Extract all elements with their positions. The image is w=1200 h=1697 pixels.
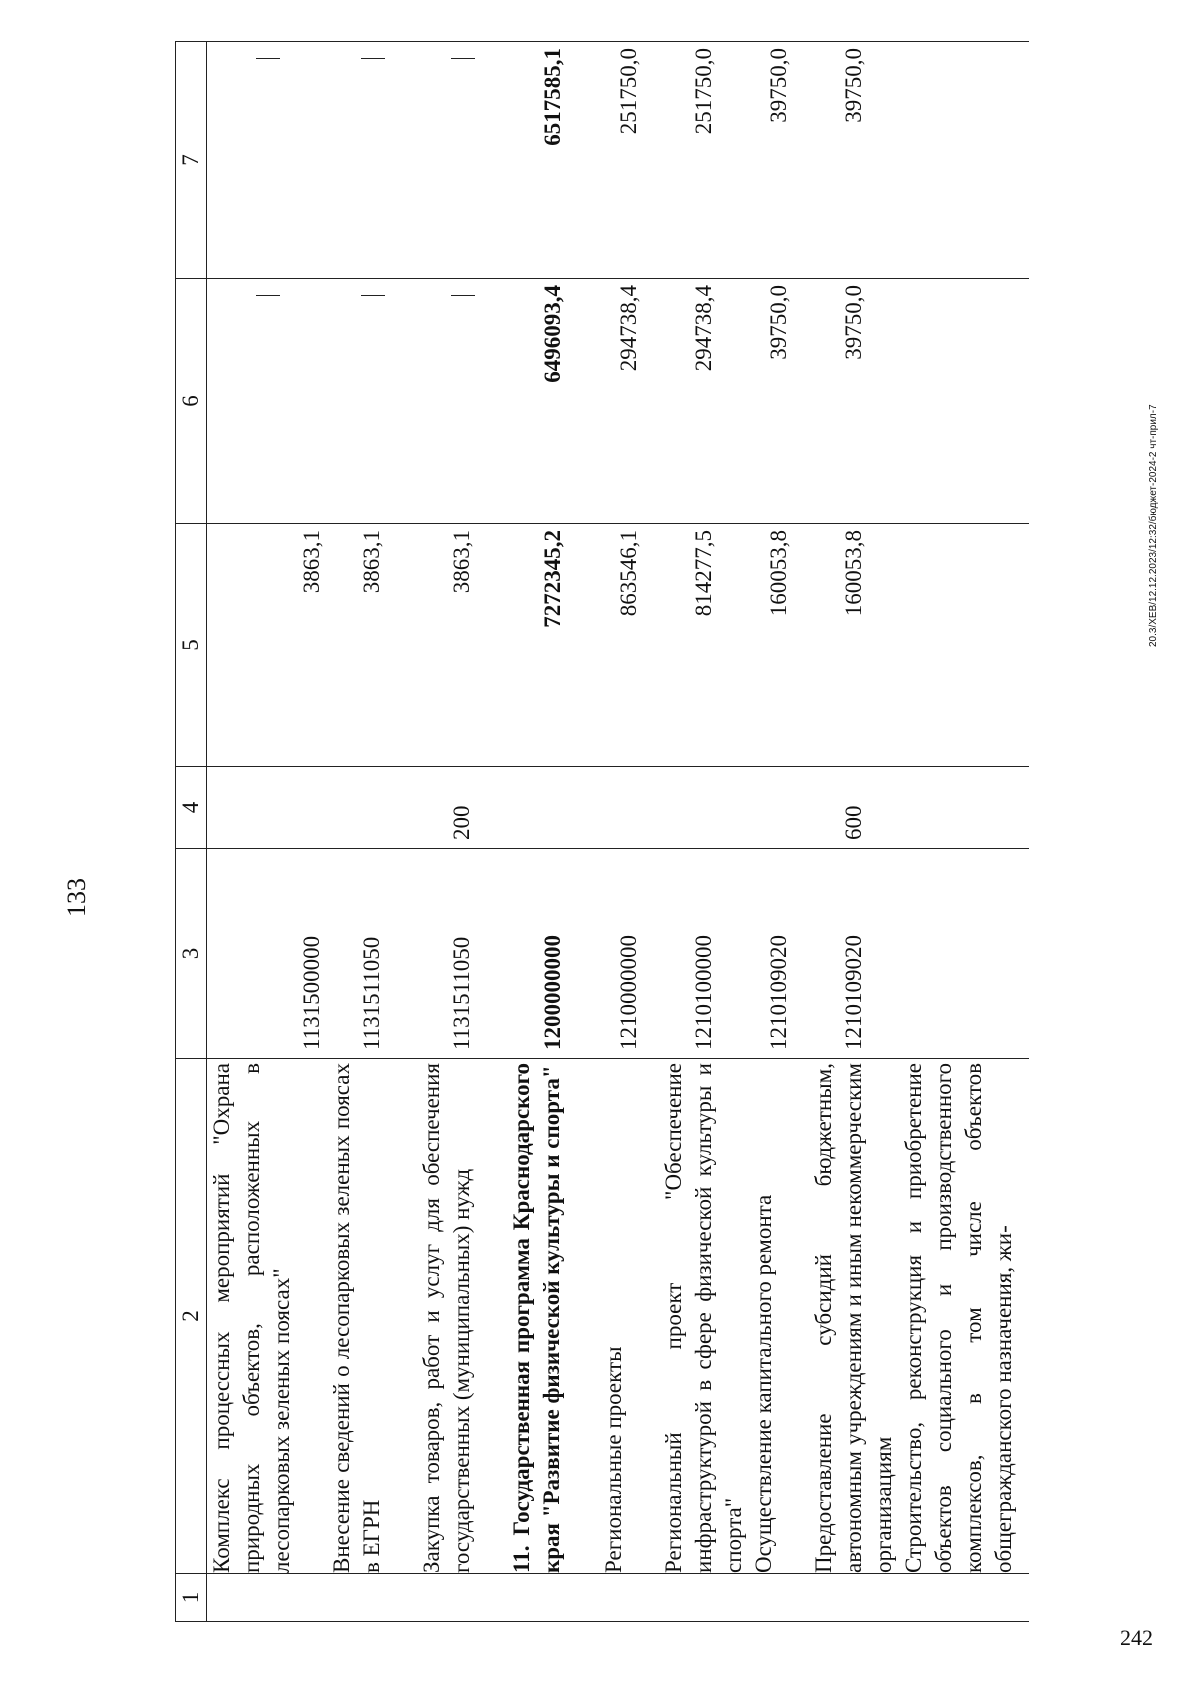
row-number: 11. <box>508 1545 534 1573</box>
cell-code <box>659 849 749 1059</box>
dash-mark <box>256 58 280 59</box>
cell-value-2025 <box>417 279 507 524</box>
cell-text: 39750,0 <box>840 285 866 360</box>
row-name: Строительство, реконструкция и приобретение объектов социального и производственного комплексов, в том числе объектов общегражданского назначения, жи- <box>900 1063 1016 1573</box>
cell-text: 160053,8 <box>840 530 866 617</box>
cell-code <box>809 849 899 1059</box>
dash-mark <box>451 295 475 296</box>
cell-value-2026 <box>507 42 599 279</box>
cell-col1 <box>417 1574 507 1622</box>
cell-value-2026 <box>327 42 417 279</box>
cell-code <box>899 849 1029 1059</box>
cell-value-2025 <box>809 279 899 524</box>
cell-group <box>809 767 899 849</box>
cell-name <box>809 1059 899 1574</box>
cell-code <box>599 849 659 1059</box>
cell-value-2026 <box>207 42 327 279</box>
cell-text: 1210000000 <box>615 935 641 1050</box>
cell-text: 3863,1 <box>448 530 474 594</box>
cell-col1 <box>899 1574 1029 1622</box>
cell-text: 294738,4 <box>690 285 716 372</box>
col-header: 4 <box>176 767 207 849</box>
cell-name <box>417 1059 507 1574</box>
cell-text: 863546,1 <box>615 530 641 617</box>
cell-col1 <box>507 1574 599 1622</box>
cell-col1 <box>207 1574 327 1622</box>
footer-code: 20.3/XEB/12.12.2023/12:32/бюджет-2024-2 чт-прил-7 <box>1148 404 1159 647</box>
cell-value-2024 <box>809 524 899 767</box>
cell-value-2025 <box>507 279 599 524</box>
cell-text: 6496093,4 <box>539 285 565 383</box>
cell-text: 251750,0 <box>615 48 641 135</box>
table-header-row <box>176 42 207 1622</box>
cell-group <box>599 767 659 849</box>
cell-value-2026 <box>809 42 899 279</box>
cell-value-2025 <box>899 279 1029 524</box>
row-name: Закупка товаров, работ и услуг для обеспечения государственных (муниципальных) нужд <box>418 1063 474 1573</box>
cell-name <box>599 1059 659 1574</box>
cell-col1 <box>599 1574 659 1622</box>
cell-value-2024 <box>659 524 749 767</box>
cell-text: 1210100000 <box>690 935 716 1050</box>
cell-text: 160053,8 <box>765 530 791 617</box>
col-header: 1 <box>176 1574 207 1622</box>
dash-mark <box>361 58 385 59</box>
row-name: Внесение сведений о лесопарковых зеленых поясах в ЕГРН <box>328 1063 384 1573</box>
col-header: 2 <box>176 1059 207 1574</box>
cell-text: 7272345,2 <box>539 530 565 628</box>
cell-value-2025 <box>327 279 417 524</box>
cell-text: 39750,0 <box>765 285 791 360</box>
cell-value-2026 <box>749 42 809 279</box>
page-number: 133 <box>62 878 91 917</box>
dash-mark <box>256 295 280 296</box>
table-body <box>207 42 1029 1622</box>
col-header: 6 <box>176 279 207 524</box>
cell-value-2024 <box>207 524 327 767</box>
cell-text: 1210109020 <box>765 935 791 1050</box>
cell-name <box>327 1059 417 1574</box>
cell-name <box>749 1059 809 1574</box>
cell-value-2024 <box>599 524 659 767</box>
cell-value-2026 <box>899 42 1029 279</box>
row-name: Региональный проект "Обеспечение инфраструктурой в сфере физической культуры и спорта" <box>660 1063 746 1573</box>
dash-mark <box>361 295 385 296</box>
cell-col1 <box>659 1574 749 1622</box>
cell-value-2026 <box>659 42 749 279</box>
table-row <box>327 42 417 1622</box>
cell-value-2026 <box>599 42 659 279</box>
cell-text: 600 <box>840 805 866 840</box>
table-row <box>207 42 327 1622</box>
cell-text: 6517585,1 <box>539 48 565 146</box>
cell-group <box>507 767 599 849</box>
cell-text: 3863,1 <box>358 530 384 594</box>
cell-value-2025 <box>207 279 327 524</box>
cell-group <box>659 767 749 849</box>
cell-value-2024 <box>507 524 599 767</box>
cell-value-2025 <box>599 279 659 524</box>
cell-value-2024 <box>749 524 809 767</box>
row-name: Комплекс процессных мероприятий "Охрана природных объектов, расположенных в лесопарковых зеленых поясах" <box>209 1063 294 1573</box>
cell-name <box>899 1059 1029 1574</box>
cell-text: 1210109020 <box>840 935 866 1050</box>
cell-text: 39750,0 <box>765 48 791 123</box>
cell-value-2024 <box>327 524 417 767</box>
cell-value-2024 <box>417 524 507 767</box>
cell-text: 1200000000 <box>539 935 565 1050</box>
cell-group <box>899 767 1029 849</box>
col-header: 5 <box>176 524 207 767</box>
table-row <box>507 42 599 1622</box>
row-name: Государственная программа Краснодарского края "Развитие физической культуры и спорта" <box>508 1063 564 1573</box>
table-row <box>659 42 749 1622</box>
cell-text: 814277,5 <box>690 530 716 617</box>
table-row <box>749 42 809 1622</box>
sheet-number: 242 <box>1120 1625 1153 1650</box>
row-name: Предоставление субсидий бюджетным, автономным учреждениям и иным некоммерческим организациям <box>810 1063 896 1573</box>
row-name: Осуществление капитального ремонта <box>750 1194 776 1573</box>
table-row <box>809 42 899 1622</box>
col-header: 7 <box>176 42 207 279</box>
cell-text: 294738,4 <box>615 285 641 372</box>
cell-group <box>749 767 809 849</box>
cell-value-2026 <box>417 42 507 279</box>
cell-col1 <box>327 1574 417 1622</box>
cell-value-2024 <box>899 524 1029 767</box>
cell-text: 39750,0 <box>840 48 866 123</box>
cell-group <box>327 767 417 849</box>
cell-value-2025 <box>659 279 749 524</box>
row-name: Региональные проекты <box>600 1346 626 1573</box>
cell-group <box>417 767 507 849</box>
dash-mark <box>451 58 475 59</box>
cell-col1 <box>749 1574 809 1622</box>
cell-value-2025 <box>749 279 809 524</box>
cell-text: 3863,1 <box>298 530 324 594</box>
cell-code <box>507 849 599 1059</box>
cell-code <box>327 849 417 1059</box>
cell-text: 1131511050 <box>448 936 474 1050</box>
col-header: 3 <box>176 849 207 1059</box>
table-row <box>417 42 507 1622</box>
cell-code <box>417 849 507 1059</box>
cell-code <box>207 849 327 1059</box>
cell-text: 200 <box>448 805 474 840</box>
cell-text: 251750,0 <box>690 48 716 135</box>
cell-text: 1131511050 <box>358 936 384 1050</box>
budget-table <box>175 41 1029 1622</box>
cell-code <box>749 849 809 1059</box>
cell-text: 1131500000 <box>298 935 324 1050</box>
table-row <box>899 42 1029 1622</box>
cell-name <box>207 1059 327 1574</box>
cell-name <box>659 1059 749 1574</box>
cell-col1 <box>809 1574 899 1622</box>
cell-name <box>507 1059 599 1574</box>
cell-group <box>207 767 327 849</box>
table-row <box>599 42 659 1622</box>
